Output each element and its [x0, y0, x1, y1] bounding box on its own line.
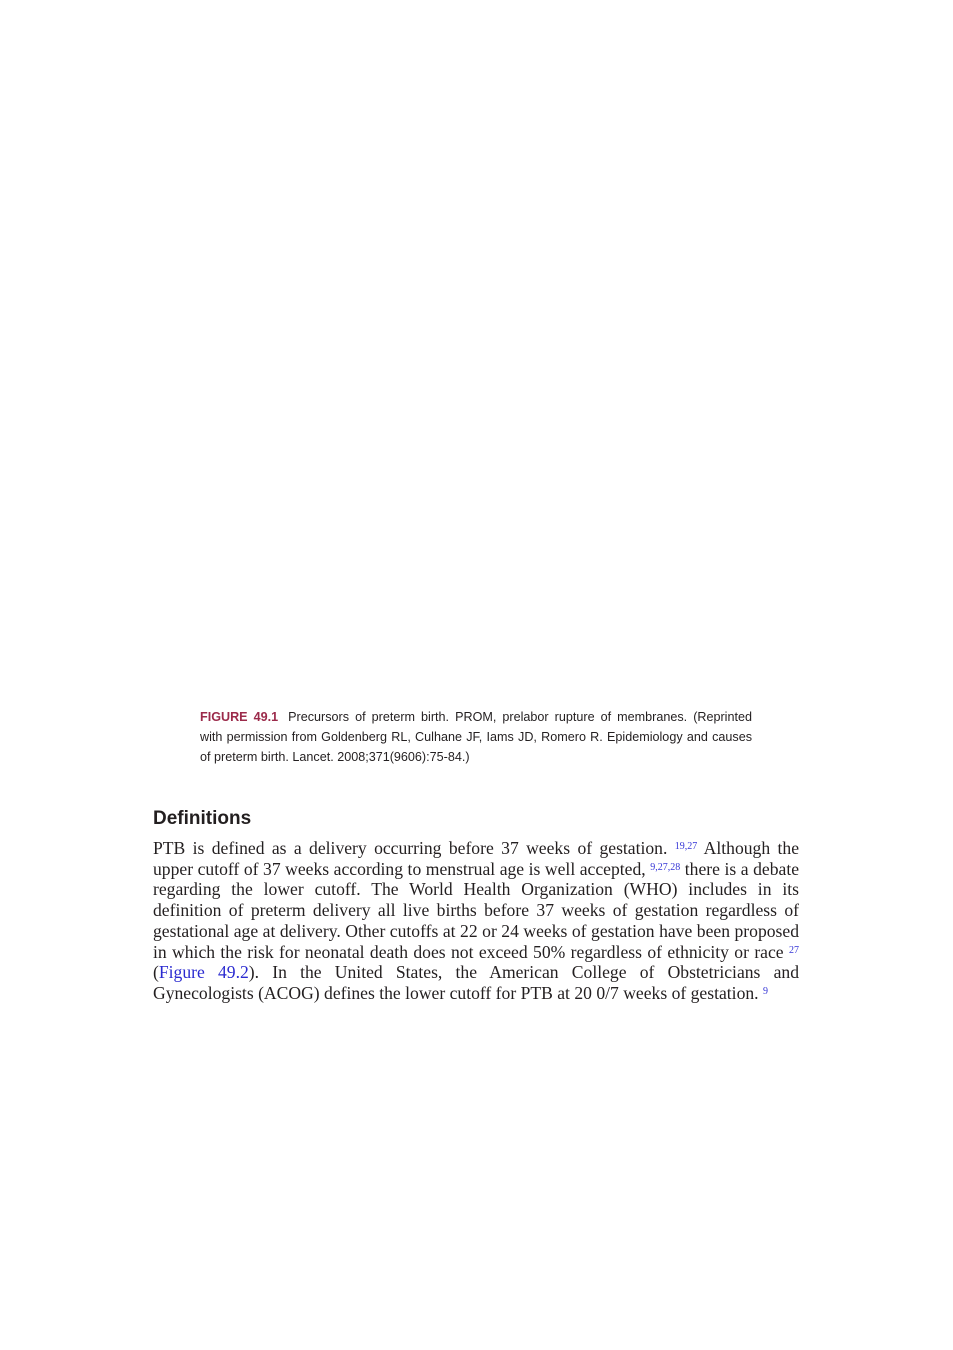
reference-separator: , — [684, 841, 688, 852]
figure-49-2-link[interactable]: Figure 49.2 — [158, 962, 249, 983]
reference-link-9[interactable]: 9 — [650, 861, 656, 873]
reference-link-9[interactable]: 9 — [762, 985, 768, 997]
reference-link-27[interactable]: 27 — [657, 861, 668, 873]
figure-caption — [200, 707, 752, 767]
figure-caption-text: Precursors of preterm birth. PROM, prelabor rupture of membranes. (Reprinted with permission from Goldenberg RL, Culhane JF, Iams JD, Romero R. Epidemiology and causes of preterm birth. Lancet. 2008;371(9606):75-84.) — [200, 710, 752, 764]
paren-open: ( — [153, 962, 159, 983]
definitions-paragraph — [153, 838, 799, 1004]
section-heading: Definitions — [153, 808, 252, 829]
paragraph-text-3: there is a debate regarding the lower cutoff. The World Health Organization (WHO) includes in its definition of preterm delivery all live births before 37 weeks of gestation regardless of gestational age at delivery. Other cutoffs at 22 or 24 weeks of gestation have been proposed in which the risk for neonatal death does not exceed 50% regardless of ethnicity or race — [153, 858, 800, 962]
reference-link-28[interactable]: 28 — [670, 861, 681, 873]
paragraph-text-4: ). In the United States, the American College of Obstetricians and Gynecologists (ACOG) defines the lower cutoff for PTB at 20 0/7 weeks of gestation. — [153, 962, 800, 1003]
paragraph-text-2: Although the upper cutoff of 37 weeks according to menstrual age is well accepted, — [153, 838, 799, 879]
reference-link-19[interactable]: 19 — [674, 841, 685, 852]
reference-link-27[interactable]: 27 — [687, 841, 698, 852]
reference-link-27[interactable]: 27 — [789, 944, 799, 956]
paragraph-text-1: PTB is defined as a delivery occurring before 37 weeks of gestation. — [153, 838, 668, 858]
reference-separator: , — [667, 861, 671, 873]
reference-separator: , — [655, 861, 658, 873]
figure-label: FIGURE 49.1 — [200, 710, 279, 724]
figure-49-1-image-area — [153, 60, 800, 690]
